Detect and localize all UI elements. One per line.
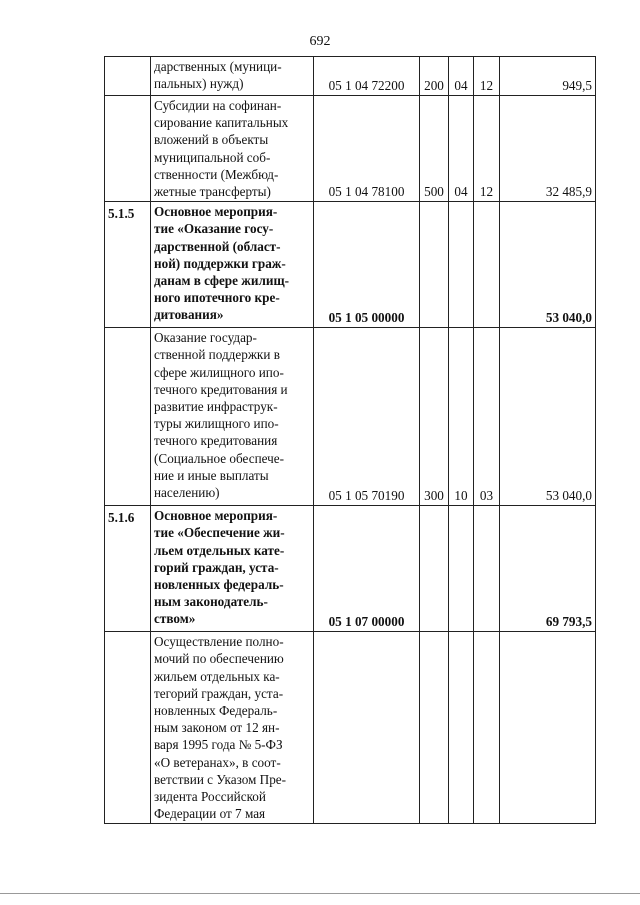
footer-divider	[0, 893, 640, 894]
amount: 32 485,9	[500, 96, 596, 202]
row-number	[105, 632, 151, 824]
description-line: Основное мероприя-	[154, 508, 278, 524]
description-line: дитования»	[154, 307, 224, 323]
description-line: зидента Российской	[154, 789, 266, 805]
description-line: Осуществление полно-	[154, 634, 284, 650]
description-line: пальных) нужд)	[154, 76, 244, 92]
table-row	[105, 57, 596, 96]
description-line: сфере жилищного ипо-	[154, 364, 284, 380]
subsection-code: 12	[474, 96, 500, 202]
row-description	[151, 506, 314, 632]
expense-type-code: 300	[420, 328, 449, 506]
amount: 53 040,0	[500, 202, 596, 328]
table-row	[105, 328, 596, 506]
table-row	[105, 202, 596, 328]
description-line: «О ветеранах», в соот-	[154, 754, 281, 770]
budget-code	[314, 632, 420, 824]
description-line: течного кредитования и	[154, 381, 288, 397]
description-line: Субсидии на софинан-	[154, 98, 282, 113]
row-number: 5.1.5	[105, 202, 151, 328]
expense-type-code	[420, 632, 449, 824]
description-line: мочий по обеспечению	[154, 651, 284, 667]
description-line: ством»	[154, 611, 196, 627]
row-description	[151, 328, 314, 506]
row-number	[105, 328, 151, 506]
budget-code: 05 1 04 78100	[314, 96, 420, 202]
row-number: 5.1.6	[105, 506, 151, 632]
expense-type-code	[420, 506, 449, 632]
section-code	[449, 202, 474, 328]
row-description	[151, 202, 314, 328]
description-line: ным законом от 12 ян-	[154, 720, 280, 736]
description-line: ственности (Межбюд-	[154, 166, 279, 182]
description-line: жильем отдельных ка-	[154, 668, 280, 684]
description-line: муниципальной соб-	[154, 149, 271, 165]
expense-type-code: 500	[420, 96, 449, 202]
row-number	[105, 57, 151, 96]
row-description	[151, 96, 314, 202]
subsection-code: 12	[474, 57, 500, 96]
description-line: новленных Федераль-	[154, 703, 278, 719]
description-line: ного ипотечного кре-	[154, 290, 280, 306]
row-description	[151, 57, 314, 96]
section-code	[449, 632, 474, 824]
description-line: варя 1995 года № 5-ФЗ	[154, 737, 283, 753]
description-line: Основное мероприя-	[154, 204, 278, 220]
description-line: тегорий граждан, уста-	[154, 685, 284, 701]
amount: 53 040,0	[500, 328, 596, 506]
section-code: 04	[449, 96, 474, 202]
description-line: тие «Обеспечение жи-	[154, 525, 285, 541]
subsection-code	[474, 506, 500, 632]
description-line: ветствии с Указом Пре-	[154, 771, 287, 787]
amount	[500, 632, 596, 824]
description-line: вложений в объекты	[154, 132, 269, 148]
description-line: дарственной (област-	[154, 238, 281, 254]
page-number: 692	[309, 34, 331, 49]
table-row	[105, 96, 596, 202]
description-line: льем отдельных кате-	[154, 542, 285, 558]
description-line: данам в сфере жилищ-	[154, 273, 289, 289]
subsection-code: 03	[474, 328, 500, 506]
description-line: жетные трансферты)	[154, 184, 271, 200]
description-line: ственной поддержки в	[154, 347, 280, 363]
description-line: Оказание государ-	[154, 330, 257, 346]
description-line: горий граждан, уста-	[154, 559, 279, 575]
description-line: ной) поддержки граж-	[154, 255, 286, 271]
amount: 69 793,5	[500, 506, 596, 632]
row-description	[151, 632, 314, 824]
budget-table	[104, 56, 596, 824]
description-line: новленных федераль-	[154, 577, 284, 593]
subsection-code	[474, 632, 500, 824]
amount: 949,5	[500, 57, 596, 96]
section-code: 10	[449, 328, 474, 506]
row-number	[105, 96, 151, 202]
section-code	[449, 506, 474, 632]
subsection-code	[474, 202, 500, 328]
budget-code: 05 1 04 72200	[314, 57, 420, 96]
expense-type-code: 200	[420, 57, 449, 96]
description-line: туры жилищного ипо-	[154, 416, 279, 432]
description-line: Федерации от 7 мая	[154, 806, 266, 822]
table-row	[105, 632, 596, 824]
budget-code: 05 1 05 00000	[314, 202, 420, 328]
section-code: 04	[449, 57, 474, 96]
description-line: населению)	[154, 485, 220, 501]
description-line: течного кредитования	[154, 433, 278, 449]
expense-type-code	[420, 202, 449, 328]
description-line: дарственных (муници-	[154, 59, 282, 74]
table-row	[105, 506, 596, 632]
description-line: ным законодатель-	[154, 594, 268, 610]
description-line: ние и иные выплаты	[154, 467, 269, 483]
description-line: тие «Оказание госу-	[154, 221, 274, 237]
budget-table-body	[105, 57, 596, 824]
description-line: развитие инфраструк-	[154, 399, 278, 415]
description-line: (Социальное обеспече-	[154, 450, 285, 466]
budget-code: 05 1 07 00000	[314, 506, 420, 632]
description-line: сирование капитальных	[154, 115, 289, 131]
budget-code: 05 1 05 70190	[314, 328, 420, 506]
